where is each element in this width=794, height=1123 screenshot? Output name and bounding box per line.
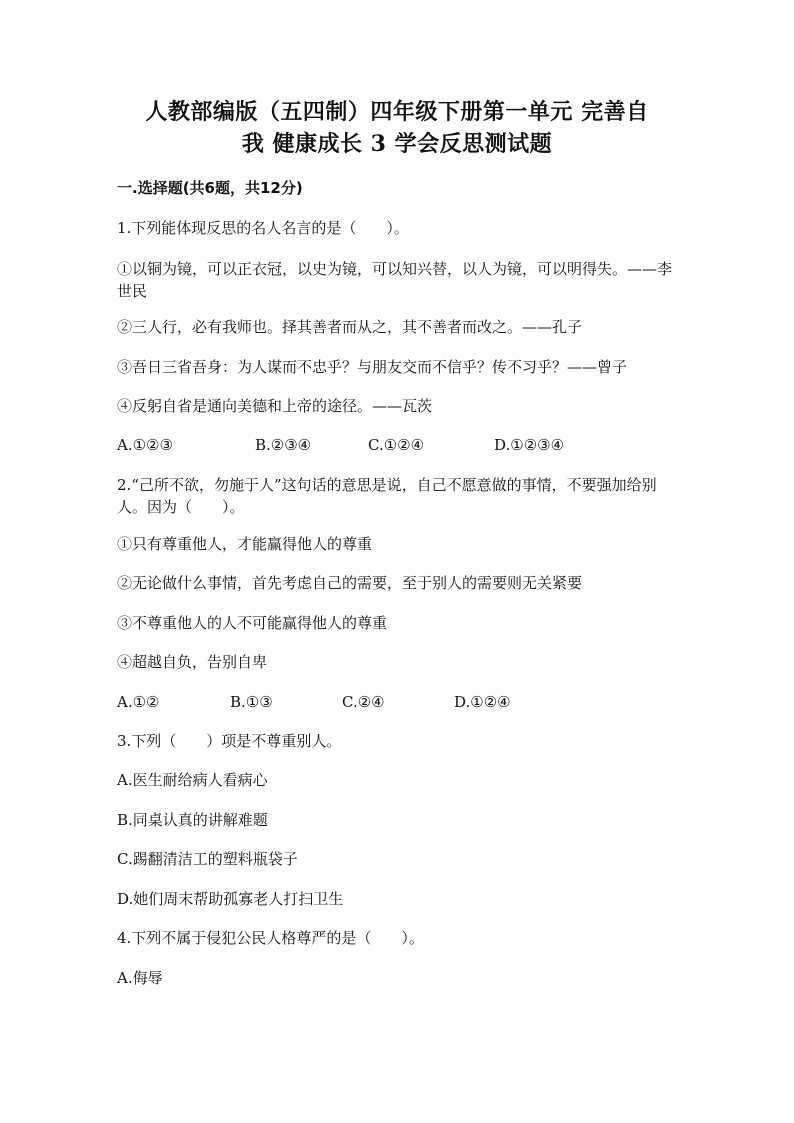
question-2-statement-1: ①只有尊重他人，才能赢得他人的尊重 [117, 535, 373, 553]
title-line-1: 人教部编版（五四制）四年级下册第一单元 完善自 [145, 99, 649, 125]
question-4-stem: 4.下列不属于侵犯公民人格尊严的是（ ）。 [117, 929, 424, 947]
question-2-option-b: B.①③ [230, 693, 273, 711]
question-2-stem: 2.“己所不欲，勿施于人”这句话的意思是说，自己不愿意做的事情，不要强加给别人。因为（ ）。 [117, 476, 657, 516]
question-2-statement-4: ④超越自负，告别自卑 [117, 653, 268, 671]
question-1-stem: 1.下列能体现反思的名人名言的是（ ）。 [117, 219, 409, 237]
question-3-option-a: A.医生耐给病人看病心 [117, 771, 268, 789]
document-title [100, 96, 694, 160]
question-1-statement-4: ④反躬自省是通向美德和上帝的途径。——瓦茨 [117, 397, 433, 415]
question-2-statement-2: ②无论做什么事情，首先考虑自己的需要，至于别人的需要则无关紧要 [117, 574, 583, 592]
question-1-option-a: A.①②③ [117, 436, 173, 454]
question-2-option-d: D.①②④ [454, 693, 511, 711]
question-1-statement-3: ③吾日三省吾身：为人谋而不忠乎？与朋友交而不信乎？传不习乎？——曾子 [117, 358, 628, 376]
question-1-option-b: B.②③④ [255, 436, 312, 454]
question-3-option-c: C.踢翻清洁工的塑料瓶袋子 [117, 850, 298, 868]
question-2-statement-3: ③不尊重他人的人不可能赢得他人的尊重 [117, 614, 388, 632]
question-1-option-c: C.①②④ [368, 436, 425, 454]
question-2-option-a: A.①② [117, 693, 160, 711]
question-1-statement-2: ②三人行，必有我师也。择其善者而从之，其不善者而改之。——孔子 [117, 318, 583, 336]
question-3-stem: 3.下列（ ）项是不尊重别人。 [117, 732, 342, 750]
question-1-statement-1: ①以铜为镜，可以正衣冠，以史为镜，可以知兴替，以人为镜，可以明得失。——李世民 [117, 260, 673, 300]
title-line-2: 我 健康成长 3 学会反思测试题 [241, 131, 553, 157]
question-3-option-d: D.她们周末帮助孤寡老人打扫卫生 [117, 890, 344, 908]
question-2-option-c: C.②④ [342, 693, 385, 711]
question-4-option-a: A.侮辱 [117, 969, 163, 987]
question-1-option-d: D.①②③④ [494, 436, 565, 454]
question-3-option-b: B.同桌认真的讲解难题 [117, 811, 268, 829]
section-heading: 一.选择题(共6题，共12分) [117, 179, 303, 197]
